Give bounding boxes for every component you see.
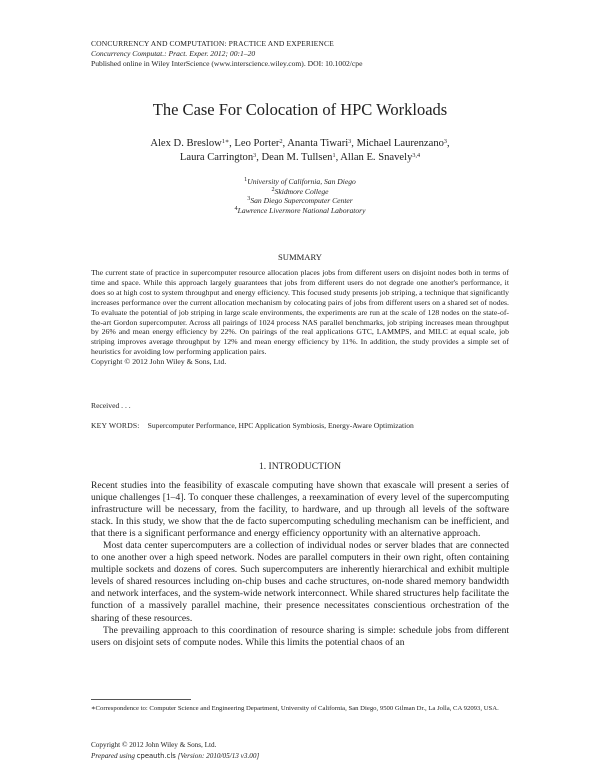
author-separator: , xyxy=(335,152,341,163)
paper-title: The Case For Colocation of HPC Workloads xyxy=(152,100,448,119)
affiliation-mark: 2 xyxy=(271,185,275,193)
author-affiliation-mark: 1 xyxy=(332,152,336,159)
author-name: Dean M. Tullsen xyxy=(261,152,333,163)
author-separator: , xyxy=(256,152,262,163)
affiliation xyxy=(0,177,600,187)
keywords xyxy=(91,421,511,430)
author-list xyxy=(0,137,600,165)
affiliation-mark: 4 xyxy=(234,204,238,212)
introduction-body xyxy=(91,480,509,649)
affiliation-text: Skidmore College xyxy=(274,186,329,196)
affiliation-text: University of California, San Diego xyxy=(247,177,356,186)
prepared-prefix: Prepared using xyxy=(91,752,137,760)
correspondence-footnote: ∗Correspondence to: Computer Science and Engineering Department, University of California, San Diego, 9500 Gilman Dr., La Jolla, CA 92093, USA. xyxy=(91,705,499,712)
author-separator: , xyxy=(351,138,357,149)
author-affiliation-mark: 3 xyxy=(443,138,448,145)
keywords-label: KEY WORDS: xyxy=(91,421,140,430)
author-name: Allan E. Snavely xyxy=(340,152,413,163)
summary-heading: SUMMARY xyxy=(278,252,322,262)
version-info: [Version: 2010/05/13 v3.00] xyxy=(175,752,260,760)
abstract-text: The current state of practice in supercomputer resource allocation places jobs from different users on disjoint nodes both in terms of time and space. While this approach largely guarantees that jobs from different users do not degrade one another's performance, it does so at high cost to system throughput and energy efficiency. This focused study presents job striping, a technique that significantly increases performance over the current allocation mechanism by colocating pairs of jobs from different users on a shared set of nodes. To evaluate the potential of job striping in large scale environments, the experiments are run at the scale of 128 nodes on the state-of-the-art Gordon supercomputer. Across all pairings of 1024 process NAS parallel benchmarks, job striping increases mean throughput by 26% and mean energy efficiency by 22%. On pairings of the real applications GTC, LAMMPS, and MILC at equal scale, job striping improves average throughput by 12% and mean energy efficiency by 11%. In addition, the study provides a simple set of heuristics for avoiding low performing application pairs. xyxy=(91,268,509,357)
abstract-copyright: Copyright © 2012 John Wiley & Sons, Ltd. xyxy=(91,357,227,367)
affiliation-mark: 1 xyxy=(244,176,248,183)
affiliation xyxy=(0,187,600,197)
author-name: Laura Carrington xyxy=(179,152,254,163)
author-separator: , xyxy=(282,138,288,149)
footnote-rule xyxy=(91,699,191,700)
author-affiliation-mark: 3,4 xyxy=(412,152,421,159)
author-name: Alex D. Breslow xyxy=(150,138,222,149)
author-line-1 xyxy=(0,137,600,151)
author-line-2 xyxy=(0,151,600,165)
author-affiliation-mark: 1∗ xyxy=(221,138,230,145)
journal-header xyxy=(91,39,511,69)
received-line: Received . . . xyxy=(91,401,131,410)
author-affiliation-mark: 3 xyxy=(253,152,257,159)
author-name: Ananta Tiwari xyxy=(287,138,349,149)
affiliation-text: San Diego Supercomputer Center xyxy=(250,196,353,205)
class-file-name: cpeauth.cls xyxy=(136,752,176,760)
author-affiliation-mark: 2 xyxy=(279,138,283,145)
keywords-text: Supercomputer Performance, HPC Application Symbiosis, Energy-Aware Optimization xyxy=(147,421,414,430)
footer-prepared xyxy=(91,751,509,762)
affiliation-list xyxy=(0,177,600,215)
footer-copyright: Copyright © 2012 John Wiley & Sons, Ltd. xyxy=(91,741,217,749)
journal-citation: Concurrency Computat.: Pract. Exper. 2012; 00:1–20 xyxy=(91,49,256,58)
author-name: Michael Laurenzano xyxy=(356,138,444,149)
author-name: Leo Porter xyxy=(234,138,280,149)
page-footer xyxy=(91,740,509,762)
author-separator: , xyxy=(229,138,235,149)
intro-paragraph: The prevailing approach to this coordination of resource sharing is simple: schedule jobs from different users on disjoint sets of compute nodes. While this limits the potential chaos of an xyxy=(91,624,509,648)
publication-info: Published online in Wiley InterScience (www.interscience.wiley.com). DOI: 10.1002/cpe xyxy=(91,59,363,68)
affiliation xyxy=(0,196,600,206)
journal-name: CONCURRENCY AND COMPUTATION: PRACTICE AND EXPERIENCE xyxy=(91,39,334,48)
author-affiliation-mark: 3 xyxy=(348,138,352,145)
affiliation-mark: 3 xyxy=(247,195,251,202)
abstract xyxy=(91,268,509,367)
section-heading-introduction: 1. INTRODUCTION xyxy=(258,461,342,472)
affiliation xyxy=(0,206,600,216)
intro-paragraph: Recent studies into the feasibility of exascale computing have shown that exascale will present a series of unique challenges [1–4]. To conquer these challenges, a reexamination of every level of the supercomputing infrastructure will be necessary, from the facility, to hardware, and up through all levels of the software stack. In this study, we show that the de facto supercomputing scheduling mechanism can be inefficient, and that there is a significant performance and energy efficiency opportunity with an alternative approach. xyxy=(91,480,509,540)
author-separator: , xyxy=(447,138,450,149)
affiliation-text: Lawrence Livermore National Laboratory xyxy=(237,205,366,215)
intro-paragraph: Most data center supercomputers are a collection of individual nodes or server blades that are connected to one another over a high speed network. Nodes are parallel computers in their own right, often containing multiple sockets and dozens of cores. Such supercomputers are inherently hierarchical and exhibit multiple levels of shared resources including on-chip buses and cache structures, on-node shared memory bandwidth and network interfaces, and the system-wide network interconnect. While shared structures help facilitate the function of a massively parallel machine, their presence necessitates conscientious orchestration of the sharing of these resources. xyxy=(91,540,509,624)
